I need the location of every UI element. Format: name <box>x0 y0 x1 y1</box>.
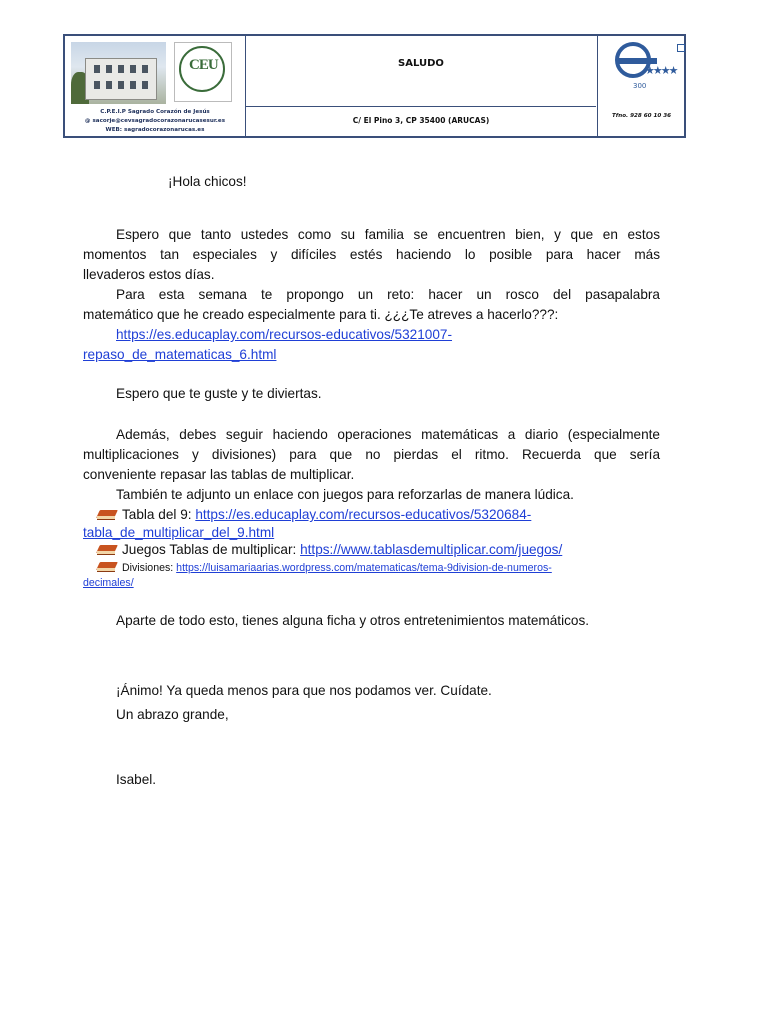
page-title: SALUDO <box>398 58 444 69</box>
paragraph-line: Espero que tanto ustedes como su familia se encuentren bien, y que en estos <box>116 227 660 242</box>
school-contact <box>65 108 245 135</box>
paragraph-line: momentos tan especiales y difíciles estés haciendo lo posible para hacer más <box>83 247 660 262</box>
div-label: Divisiones: <box>122 562 177 574</box>
divisiones-link-cont[interactable]: decimales/ <box>83 577 134 589</box>
paragraph-line: Aparte de todo esto, tienes alguna ficha y otros entretenimientos matemáticos. <box>116 613 590 628</box>
list-item <box>96 561 552 574</box>
school-address: C/ El Pino 3, CP 35400 (ARUCAS) <box>352 116 490 125</box>
letterhead <box>63 34 686 138</box>
closing-line: ¡Ánimo! Ya queda menos para que nos podamos ver. Cuídate. <box>116 683 492 698</box>
school-web: WEB: sagradocorazonarucas.es <box>105 127 205 133</box>
school-phone: Tfno. 928 60 10 36 <box>611 113 672 119</box>
rosco-link-cont[interactable]: repaso_de_matematicas_6.html <box>83 347 277 362</box>
paragraph-line: Para esta semana te propongo un reto: hacer un rosco del pasapalabra <box>116 287 660 302</box>
paragraph-line: llevaderos estos días. <box>83 267 215 282</box>
divisiones-link[interactable]: https://luisamariaarias.wordpress.com/matematicas/tema-9division-de-numeros- <box>176 562 552 574</box>
list-item <box>96 542 562 557</box>
paragraph-line: conveniente repasar las tablas de multiplicar. <box>83 467 355 482</box>
list-item <box>96 507 531 522</box>
paragraph-line: matemático que he creado especialmente para ti. ¿¿¿Te atreves a hacerlo???: <box>83 307 559 322</box>
paragraph-line: Además, debes seguir haciendo operaciones matemáticas a diario (especialmente <box>116 427 660 442</box>
closing-line: Un abrazo grande, <box>116 707 229 722</box>
signature: Isabel. <box>116 772 157 787</box>
book-bullet-icon <box>96 561 118 572</box>
paragraph-line: multiplicaciones y divisiones) para que no pierdas el ritmo. Recuerda que sería <box>83 447 660 462</box>
school-email: @ sacorje@cevsagradocorazonarucasesur.es <box>84 118 226 124</box>
rosco-link[interactable]: https://es.educaplay.com/recursos-educativos/5321007- <box>116 327 453 342</box>
quality-badge-logo: ★★★★ 300 <box>609 40 685 104</box>
school-photo <box>71 42 166 104</box>
greeting: ¡Hola chicos! <box>168 174 247 189</box>
juegos-label: Juegos Tablas de multiplicar: <box>122 542 301 557</box>
book-bullet-icon <box>96 544 118 555</box>
cev-logo: CEU <box>174 42 232 102</box>
book-bullet-icon <box>96 509 118 520</box>
tabla9-link[interactable]: https://es.educaplay.com/recursos-educativos/5320684- <box>195 507 532 522</box>
school-name: C.P.E.I.P Sagrado Corazón de Jesús <box>100 109 210 115</box>
paragraph-line: También te adjunto un enlace con juegos para reforzarlas de manera lúdica. <box>116 487 574 502</box>
paragraph-line: Espero que te guste y te diviertas. <box>116 386 322 401</box>
tabla9-label: Tabla del 9: <box>122 507 196 522</box>
tabla9-link-cont[interactable]: tabla_de_multiplicar_del_9.html <box>83 525 275 540</box>
juegos-link[interactable]: https://www.tablasdemultiplicar.com/juegos/ <box>300 542 563 557</box>
